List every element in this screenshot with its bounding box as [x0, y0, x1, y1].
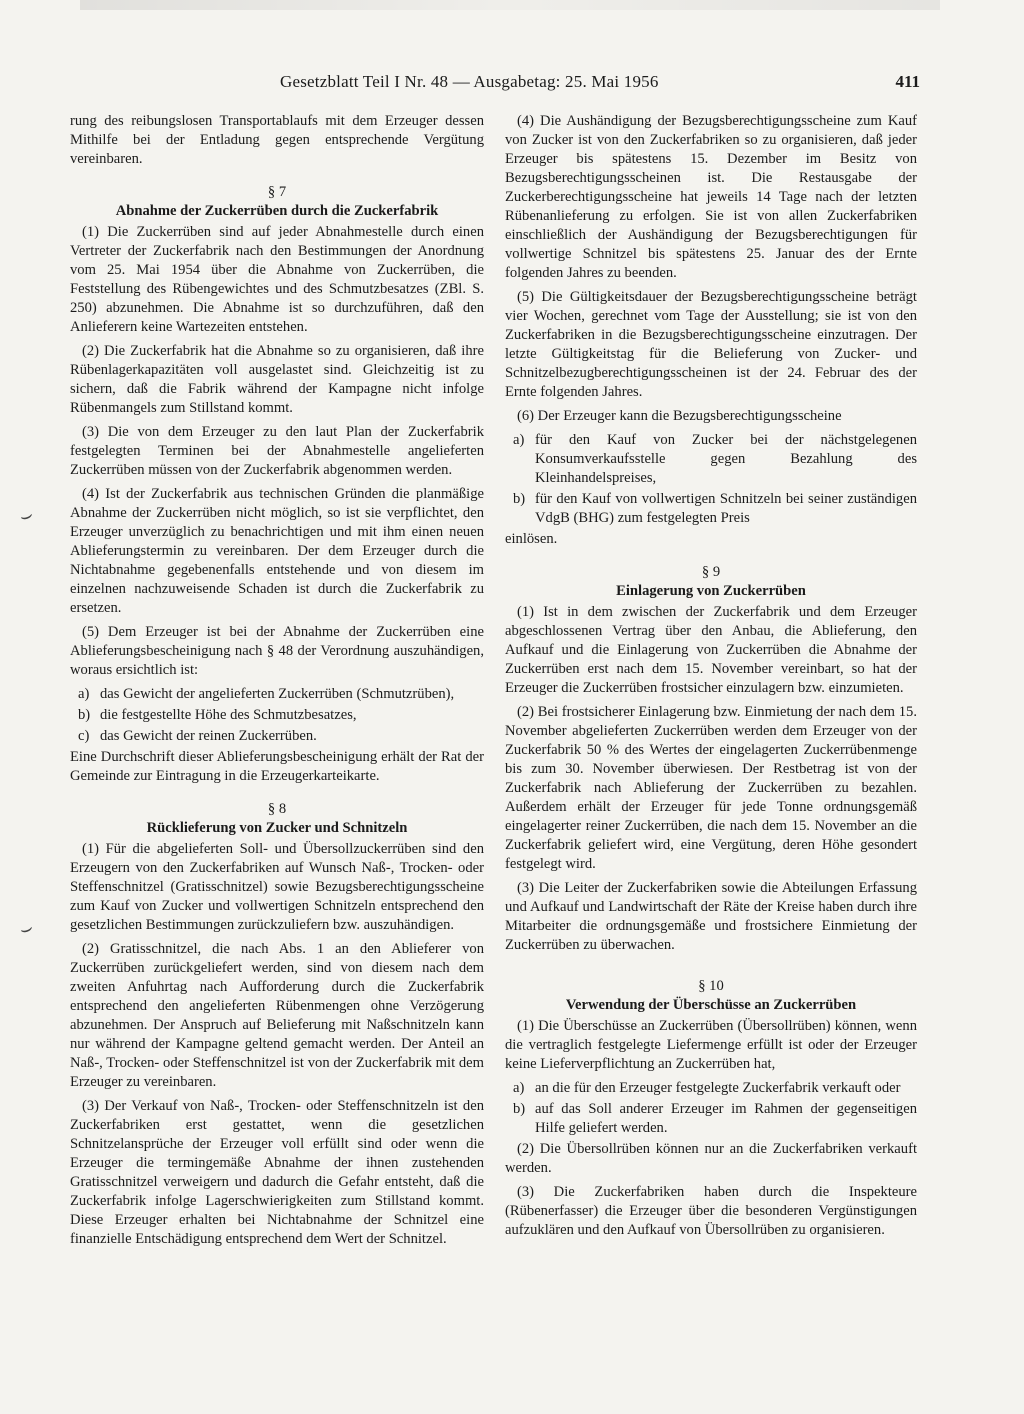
- paragraph: (2) Die Zuckerfabrik hat die Abnahme so zu organisieren, daß ihre Rübenlagerkapazitäten voll ausgelastet sind. Gleichzeitig ist zu sichern, daß die Fabrik während der Kampagne nicht infolge Rübenmangels zum Stillstand kommt.: [70, 343, 484, 416]
- section-number: § 8: [267, 801, 287, 817]
- section-heading: Einlagerung von Zuckerrüben: [616, 583, 806, 599]
- list-label: a): [78, 686, 90, 702]
- left-column: [70, 112, 484, 1254]
- paragraph: (1) Für die abgelieferten Soll- und Übersollzuckerrüben sind den Erzeugern von den Zuckerfabriken auf Wunsch Naß-, Trocken- oder Steffenschnitzel (Gratisschnitzel) sowie Bezugsberechtigungsscheine zum Kauf von Zucker und vollwertigen Schnitzeln entsprechend den gesetzlichen Bestimmungen zurückzuliefern bzw. auszuhändigen.: [70, 841, 484, 933]
- right-column: [505, 112, 917, 1245]
- paragraph: Eine Durchschrift dieser Ablieferungsbescheinigung erhält der Rat der Gemeinde zur Eintragung in die Erzeugerkarteikarte.: [70, 749, 484, 784]
- intro-paragraph: rung des reibungslosen Transportablaufs mit dem Erzeuger dessen Mithilfe bei der Entladung gegen entsprechende Vergütung vereinbaren.: [70, 113, 484, 167]
- list-item: [505, 431, 917, 488]
- list-label: b): [78, 707, 91, 723]
- section-heading: Abnahme der Zuckerrüben durch die Zuckerfabrik: [115, 203, 439, 219]
- list-label: a): [513, 1080, 525, 1096]
- paragraph: (3) Die Zuckerfabriken haben durch die Inspekteure (Rübenerfasser) die Erzeuger über die besonderen Vergünstigungen aufzuklären und den Aufkauf von Übersollrüben zu organisieren.: [505, 1184, 917, 1238]
- paragraph: (2) Gratisschnitzel, die nach Abs. 1 an den Ablieferer von Zuckerrüben zurückgeliefert werden, sind von diesem nach dem zweiten Anfuhrtag nach Aufforderung durch die Zuckerfabrik entsprechend den angelieferten Rübenmengen ohne Verzögerung abzunehmen. Der Anspruch auf Belieferung mit Naßschnitzeln kann nur während der Kampagne geltend gemacht werden. Der Anteil an Naß-, Trocken- oder Steffenschnitzel ist von der Zuckerfabrik mit dem Erzeuger zu vereinbaren.: [70, 941, 484, 1090]
- page-header: [70, 72, 920, 94]
- section-heading: Verwendung der Überschüsse an Zuckerrüben: [565, 997, 857, 1013]
- list-item: [505, 1079, 917, 1098]
- page-number: 411: [895, 72, 920, 91]
- list-item: [70, 706, 484, 725]
- paragraph: (6) Der Erzeuger kann die Bezugsberechtigungsscheine: [517, 408, 842, 424]
- paragraph: (4) Ist der Zuckerfabrik aus technischen Gründen die planmäßige Abnahme der Zuckerrüben nicht möglich, so ist sie verpflichtet, den Erzeuger unverzüglich zu benachrichtigen und mit ihm einen neuen Ablieferungstermin zu vereinbaren. Der dem Erzeuger durch die Nichtabnahme gegebenenfalls entstehende und von diesem im einzelnen nachzuweisende Schaden ist durch die Zuckerfabrik zu ersetzen.: [70, 486, 484, 616]
- list-text: für den Kauf von Zucker bei der nächstgelegenen Konsumverkaufsstelle gegen Bezahlung des Kleinhandelspreises,: [535, 432, 917, 486]
- section-heading: Rücklieferung von Zucker und Schnitzeln: [146, 820, 408, 836]
- list-text: die festgestellte Höhe des Schmutzbesatzes,: [100, 707, 357, 723]
- section-number: § 10: [698, 978, 724, 994]
- paragraph: (1) Die Überschüsse an Zuckerrüben (Übersollrüben) können, wenn die vertraglich festgelegte Liefermenge erfüllt ist oder der Erzeuger keine Lieferverpflichtung an Zuckerrüben hat,: [505, 1018, 917, 1072]
- list-label: c): [78, 728, 90, 744]
- paragraph: (3) Die Leiter der Zuckerfabriken sowie die Abteilungen Erfassung und Aufkauf und Landwirtschaft der Räte der Kreise haben durch ihre Mitarbeiter die ordnungsgemäße und frostsichere Einmietung der Zuckerrüben zu überwachen.: [505, 880, 917, 953]
- margin-tick-mark: ⌣: [16, 503, 37, 529]
- list-text: das Gewicht der reinen Zuckerrüben.: [100, 728, 317, 744]
- paragraph: (2) Die Übersollrüben können nur an die Zuckerfabriken verkauft werden.: [505, 1141, 917, 1176]
- paragraph: (5) Die Gültigkeitsdauer der Bezugsberechtigungsscheine beträgt vier Wochen, gerechnet vom Tage der Ausstellung; sie ist von den Zuckerfabriken in die Bezugsberechtigungsscheine einzutragen. Der letzte Gültigkeitstag für die Belieferung von Zucker- und Schnitzelbezugberechtigungsscheinen ist der 24. Februar des der Ernte folgenden Jahres.: [505, 289, 917, 400]
- list-item: [70, 727, 484, 746]
- paragraph: (4) Die Aushändigung der Bezugsberechtigungsscheine zum Kauf von Zucker ist von den Zuckerfabriken so zu organisieren, daß jeder Erzeuger bis spätestens 15. Dezember im Besitz von Bezugsberechtigungsscheinen ist. Die Restausgabe der Zuckerberechtigungsscheine hat jeweils 14 Tage nach der letzten Rübenanlieferung zu erfolgen. Sie ist von allen Zuckerfabriken einschließlich der Aushändigung der Bezugsberechtigungen für vollwertige Schnitzel bis spätestens 25. Januar des der Ernte folgenden Jahres zu beenden.: [505, 113, 917, 281]
- header-title: Gesetzblatt Teil I Nr. 48 — Ausgabetag: 25. Mai 1956: [280, 72, 659, 91]
- section-number: § 9: [701, 564, 721, 580]
- list-item: [505, 490, 917, 528]
- list-item: [70, 685, 484, 704]
- list-label: b): [513, 491, 526, 507]
- list-label: b): [513, 1101, 526, 1117]
- section-number: § 7: [267, 184, 287, 200]
- list-label: a): [513, 432, 525, 448]
- paragraph: einlösen.: [505, 531, 558, 547]
- list-text: das Gewicht der angelieferten Zuckerrüben (Schmutzrüben),: [100, 686, 455, 702]
- paragraph: (1) Ist in dem zwischen der Zuckerfabrik und dem Erzeuger abgeschlossenen Vertrag über den Anbau, die Ablieferung, den Aufkauf und die Einlagerung von Zuckerrüben die Abnahme der Zuckerrüben erst nach dem 15. November vereinbart, so hat der Erzeuger die Zuckerrüben frostsicher einzulagern bzw. einzumieten.: [505, 604, 917, 696]
- margin-tick-mark: ⌣: [16, 916, 37, 942]
- paragraph: (3) Die von dem Erzeuger zu den laut Plan der Zuckerfabrik festgelegten Terminen bei der Abnahmestelle angelieferten Zuckerrüben müssen von der Zuckerfabrik abgenommen werden.: [70, 424, 484, 478]
- list-text: für den Kauf von vollwertigen Schnitzeln bei seiner zuständigen VdgB (BHG) zum festgelegten Preis: [535, 491, 917, 526]
- scan-edge: [80, 0, 940, 10]
- paragraph: (3) Der Verkauf von Naß-, Trocken- oder Steffenschnitzeln ist den Zuckerfabriken erst gestattet, wenn die gesetzlichen Schnitzelansprüche der Erzeuger voll erfüllt sind oder wenn die Erzeuger die termingemäße Abnahme der ihnen zustehenden Gratisschnitzel verweigern und dadurch die Gefahr entsteht, daß die Zuckerfabrik infolge Lagerschwierigkeiten zum Stillstand kommt. Diese Erzeuger erhalten bei Nichtabnahme der Schnitzel eine finanzielle Entschädigung entsprechend dem Wert der Schnitzel.: [70, 1098, 484, 1247]
- list-item: [505, 1100, 917, 1138]
- paragraph: (2) Bei frostsicherer Einlagerung bzw. Einmietung der nach dem 15. November abgelieferten Zuckerrüben werden dem Erzeuger von der Zuckerfabrik 50 % des Wertes der eingelagerten Zuckerrübenmenge bis zum 30. November überwiesen. Der Restbetrag ist von der Zuckerfabrik nach Ablieferung der Zuckerrüben zu bezahlen. Außerdem erhält der Erzeuger für jede Tonne ordnungsgemäß eingelagerter reiner Zuckerrüben, die nach dem 15. November an die Zuckerfabrik geliefert wird, eine Vergütung, deren Höhe gesondert festgelegt wird.: [505, 704, 917, 872]
- list-text: an die für den Erzeuger festgelegte Zuckerfabrik verkauft oder: [535, 1080, 901, 1096]
- paragraph: (5) Dem Erzeuger ist bei der Abnahme der Zuckerrüben eine Ablieferungsbescheinigung nach § 48 der Verordnung auszuhändigen, woraus ersichtlich ist:: [70, 624, 484, 678]
- list-text: auf das Soll anderer Erzeuger im Rahmen der gegenseitigen Hilfe geliefert werden.: [535, 1101, 917, 1136]
- paragraph: (1) Die Zuckerrüben sind auf jeder Abnahmestelle durch einen Vertreter der Zuckerfabrik nach den Bestimmungen der Anordnung vom 25. Mai 1954 über die Abnahme von Zuckerrüben, die Feststellung des Rübengewichtes und des Schmutzbesatzes (ZBl. S. 250) abzunehmen. Die Abnahme ist so durchzuführen, daß den Anlieferern keine Wartezeiten entstehen.: [70, 224, 484, 335]
